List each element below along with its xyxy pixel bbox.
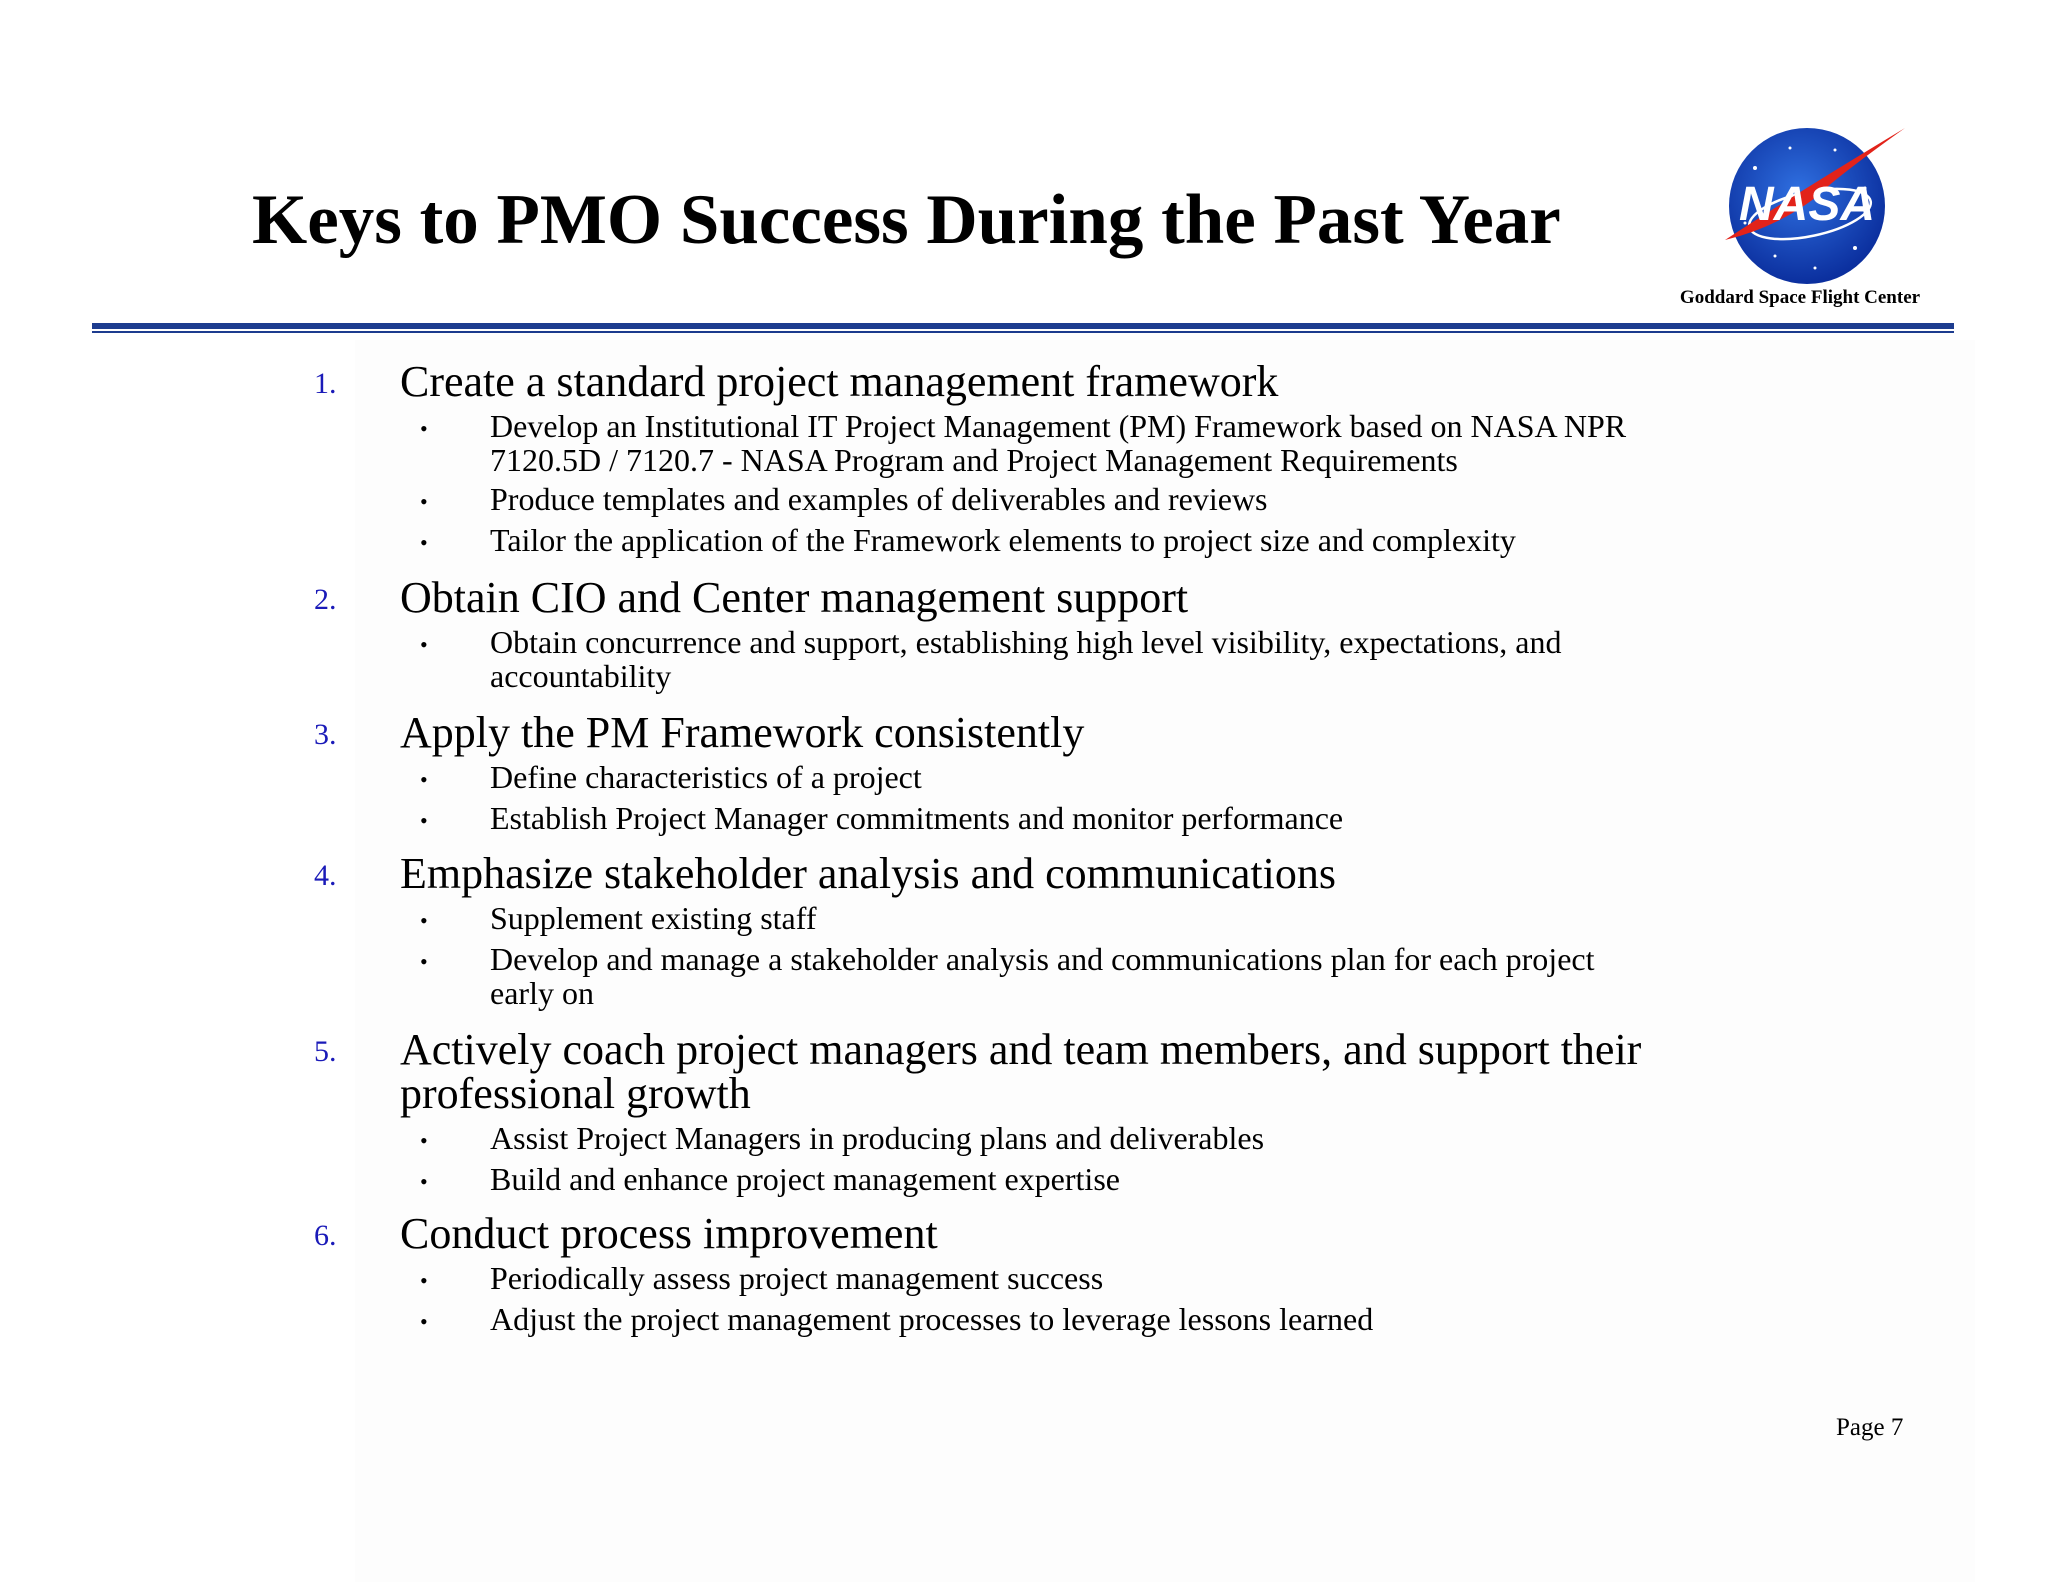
bullet-text: Develop and manage a stakeholder analysis and communications plan for each project early on bbox=[490, 941, 1595, 1011]
item-title: Obtain CIO and Center management support bbox=[400, 573, 1189, 622]
bullet-text: Define characteristics of a project bbox=[490, 759, 922, 795]
header-divider bbox=[92, 323, 1954, 329]
bullet-text: Develop an Institutional IT Project Management (PM) Framework based on NASA NPR 7120.5D / 7120.7 - NASA Program and Project Management Requirements bbox=[490, 408, 1627, 478]
svg-text:NASA: NASA bbox=[1738, 178, 1876, 231]
bullet-dot: • bbox=[420, 632, 428, 657]
bullet-dot: • bbox=[420, 1268, 428, 1293]
bullet-text: Adjust the project management processes to leverage lessons learned bbox=[490, 1301, 1374, 1337]
bullet-dot: • bbox=[420, 1169, 428, 1194]
page-number: Page 7 bbox=[1836, 1414, 1904, 1441]
nasa-meatball-logo-icon bbox=[1715, 128, 1915, 290]
item-number: 3. bbox=[314, 718, 337, 751]
item-number: 5. bbox=[314, 1035, 337, 1068]
header-divider-thin bbox=[92, 331, 1954, 333]
item-number: 6. bbox=[314, 1219, 337, 1252]
bullet-text: Establish Project Manager commitments and monitor performance bbox=[490, 800, 1344, 836]
bullet-dot: • bbox=[420, 949, 428, 974]
item-number: 1. bbox=[314, 367, 337, 400]
slide-title: Keys to PMO Success During the Past Year bbox=[252, 181, 1561, 259]
bullet-dot: • bbox=[420, 530, 428, 555]
item-number: 4. bbox=[314, 859, 337, 892]
bullet-text: Build and enhance project management expertise bbox=[490, 1161, 1120, 1197]
bullet-text: Assist Project Managers in producing plans and deliverables bbox=[490, 1120, 1265, 1156]
item-title: Apply the PM Framework consistently bbox=[400, 708, 1085, 757]
bullet-dot: • bbox=[420, 489, 428, 514]
bullet-text: Obtain concurrence and support, establishing high level visibility, expectations, and accountability bbox=[490, 624, 1562, 694]
bullet-dot: • bbox=[420, 767, 428, 792]
bullet-text: Periodically assess project management success bbox=[490, 1260, 1104, 1296]
bullet-text: Tailor the application of the Framework elements to project size and complexity bbox=[490, 522, 1516, 558]
item-title: Conduct process improvement bbox=[400, 1209, 938, 1258]
organization-name: Goddard Space Flight Center bbox=[1679, 287, 1921, 308]
bullet-dot: • bbox=[420, 1128, 428, 1153]
bullet-dot: • bbox=[420, 1309, 428, 1334]
bullet-dot: • bbox=[420, 908, 428, 933]
item-title: Emphasize stakeholder analysis and communications bbox=[400, 849, 1336, 898]
bullet-dot: • bbox=[420, 808, 428, 833]
bullet-text: Supplement existing staff bbox=[490, 900, 817, 936]
item-number: 2. bbox=[314, 583, 337, 616]
bullet-dot: • bbox=[420, 416, 428, 441]
bullet-text: Produce templates and examples of deliverables and reviews bbox=[490, 481, 1268, 517]
item-title: Create a standard project management framework bbox=[400, 357, 1279, 406]
item-title: Actively coach project managers and team members, and support their professional growth bbox=[400, 1025, 1642, 1118]
